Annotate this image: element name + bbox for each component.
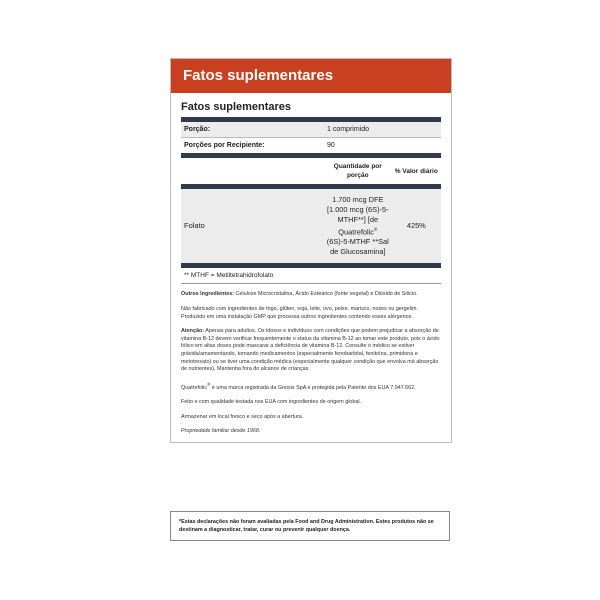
servings-label: Porções por Recipiente: — [184, 142, 265, 149]
col-dv: % Valor diário — [392, 156, 441, 187]
ingredient-row — [181, 187, 441, 264]
facts-content — [171, 93, 451, 442]
trademark-brand: Quatrefolic — [181, 384, 208, 391]
other-ingredients — [181, 291, 441, 299]
serving-value: 1 comprimido — [324, 122, 441, 138]
serving-row — [181, 122, 441, 138]
family-statement: Propriedade familiar desde 1968. — [181, 428, 261, 435]
supplement-facts-panel — [170, 58, 452, 443]
mthf-footnote: ** MTHF = Metiltetrahidrofolato — [181, 268, 441, 284]
trademark-reg: ® — [207, 381, 211, 387]
amount-line1: 1.700 mcg DFE [1.000 mcg (6S)-5-MTHF**] [de Quatrefolic — [326, 195, 389, 237]
warning-text: Apenas para adultos. Os idosos e indivíduos com condições que podem prejudicar a absorção de vitamina B-12 devem verificar frequentemente o status da vitamina B-12 ao tomar este produto, pois o ácido fólico em altas doses pode mascarar a deficiência de vitamina B-12. Consulte o médico se estiver grávida/amamentando, tomando medicamentos (especialmente fenobarbital, fenitoína, primidona e metotrexato) ou se tiver uma condição médica (especialmente qualquer condição que envolva má absorção de nutrientes). Mantenha fora do alcance de crianças. — [181, 328, 440, 373]
col-amount: Quantidade por porção — [324, 156, 392, 187]
ingredient-dv: 425% — [392, 187, 441, 264]
nutrient-table — [181, 153, 441, 263]
trademark-text: é uma marca registrada da Gnosis SpA e protegida pela Patente dos EUA 7.947.662. — [210, 384, 416, 391]
ingredient-amount — [324, 187, 392, 264]
allergen-statement: Não fabricado com ingredientes de trigo, glúten, soja, leite, ovo, peixe, marisco, nozes ou gergelim. Produzido em uma instalação GMP que processa outros ingredientes contendo esses alérgenos. — [181, 306, 419, 320]
banner-title: Fatos suplementares — [171, 59, 451, 93]
fda-disclaimer: *Estas declarações não foram avaliadas pela Food and Drug Administration. Estes produtos não se destinam a diagnosticar, tratar, curar ou prevenir qualquer doença. — [170, 511, 450, 541]
storage-statement: Armazenar em local fresco e seco após a abertura. — [181, 413, 304, 420]
trademark-statement — [181, 381, 441, 392]
column-header-row — [181, 156, 441, 187]
serving-label: Porção: — [181, 122, 324, 138]
other-ingredients-label: Outros Ingredientes: — [181, 291, 235, 298]
amount-line2: (6S)-5-MTHF **Sal de Glucosamina] — [326, 237, 389, 257]
other-ingredients-text: Celulose Microcristalina, Ácido Esteárico (fonte vegetal) e Dióxido de Silício. — [234, 291, 418, 298]
warning-label: Atenção: — [181, 328, 205, 335]
registered-mark: ® — [374, 227, 378, 232]
servings-value: 90 — [327, 142, 335, 149]
servings-row — [181, 138, 441, 154]
ingredient-name: Folato — [181, 187, 324, 264]
facts-table — [181, 122, 441, 153]
warning — [181, 328, 441, 374]
facts-title: Fatos suplementares — [181, 101, 441, 122]
made-in-statement: Feito e com qualidade testada nos EUA com ingredientes de origem global. — [181, 399, 362, 406]
